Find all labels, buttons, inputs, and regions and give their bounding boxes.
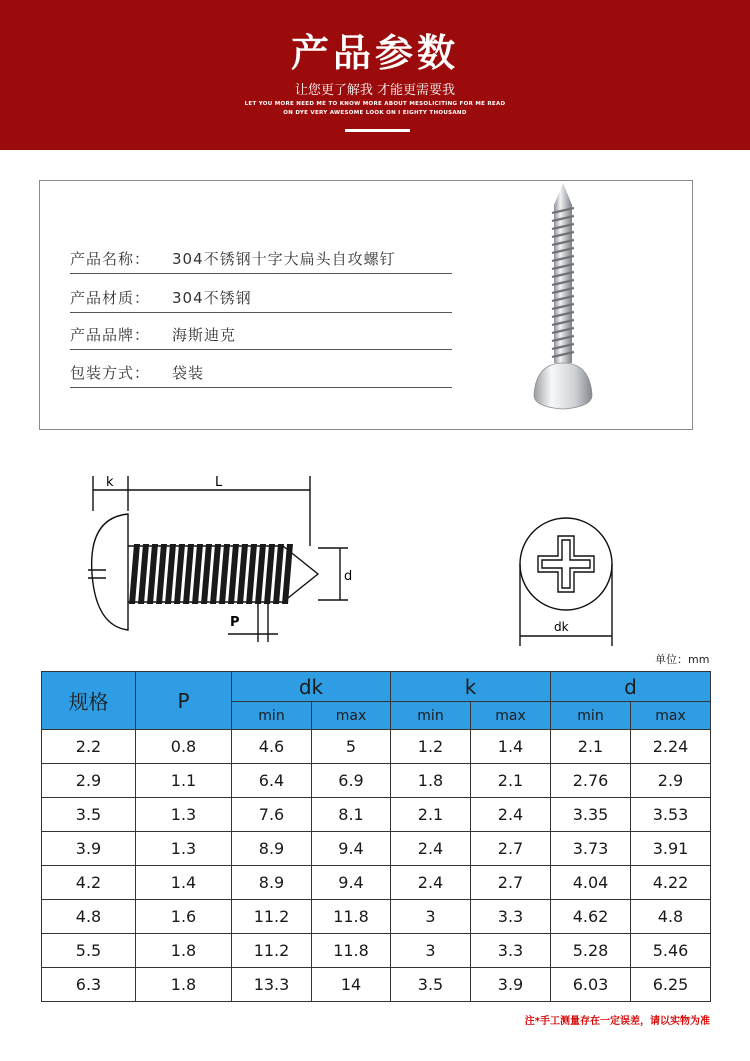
info-label: 产品名称： <box>70 250 151 268</box>
banner-subtitle: 让您更了解我 才能更需要我 <box>294 83 456 98</box>
dim-dk-label: dk <box>554 620 569 634</box>
header-dk: dk <box>232 672 391 702</box>
table-row <box>42 832 711 866</box>
table-cell: 2.24 <box>631 730 711 764</box>
screw-product-image <box>528 183 598 428</box>
table-cell: 5.46 <box>631 934 711 968</box>
table-cell: 2.4 <box>391 832 471 866</box>
info-value: 海斯迪克 <box>172 326 237 344</box>
table-cell: 4.8 <box>42 900 136 934</box>
table-cell: 1.6 <box>136 900 232 934</box>
table-cell: 8.9 <box>232 866 312 900</box>
table-cell: 11.8 <box>312 900 391 934</box>
header-banner <box>0 0 750 150</box>
info-row-packaging <box>70 359 452 388</box>
table-row <box>42 968 711 1002</box>
table-cell: 11.8 <box>312 934 391 968</box>
table-cell: 8.1 <box>312 798 391 832</box>
banner-english-line-1: LET YOU MORE NEED ME TO KNOW MORE ABOUT MESOLICITING FOR ME READ <box>244 101 506 107</box>
table-cell: 2.7 <box>471 832 551 866</box>
table-row <box>42 934 711 968</box>
dim-d-label: d <box>344 569 353 584</box>
screw-top-drawing <box>510 508 620 648</box>
table-cell: 3.53 <box>631 798 711 832</box>
table-cell: 4.8 <box>631 900 711 934</box>
table-cell: 1.2 <box>391 730 471 764</box>
table-cell: 3.5 <box>391 968 471 1002</box>
spec-table-body <box>42 730 711 1002</box>
table-cell: 4.22 <box>631 866 711 900</box>
table-cell: 1.3 <box>136 798 232 832</box>
table-cell: 1.8 <box>136 968 232 1002</box>
table-cell: 2.1 <box>551 730 631 764</box>
table-cell: 1.8 <box>391 764 471 798</box>
table-row <box>42 764 711 798</box>
table-cell: 1.4 <box>136 866 232 900</box>
table-cell: 3 <box>391 934 471 968</box>
table-cell: 3.9 <box>42 832 136 866</box>
info-row-brand <box>70 321 452 350</box>
table-cell: 2.1 <box>391 798 471 832</box>
table-cell: 2.7 <box>471 866 551 900</box>
spec-table <box>41 671 711 1002</box>
banner-divider <box>345 129 410 132</box>
table-cell: 3.3 <box>471 900 551 934</box>
header-min: min <box>551 702 631 730</box>
info-value: 304不锈钢 <box>172 289 252 307</box>
header-min: min <box>232 702 312 730</box>
table-cell: 1.4 <box>471 730 551 764</box>
info-label: 产品材质： <box>70 289 151 307</box>
header-k: k <box>391 672 551 702</box>
header-spec: 规格 <box>42 672 136 730</box>
info-value: 304不锈钢十字大扁头自攻螺钉 <box>172 250 396 268</box>
page-title: 产品参数 <box>290 31 459 75</box>
header-max: max <box>312 702 391 730</box>
table-cell: 0.8 <box>136 730 232 764</box>
table-cell: 11.2 <box>232 934 312 968</box>
table-cell: 7.6 <box>232 798 312 832</box>
table-cell: 1.8 <box>136 934 232 968</box>
dim-k-label: k <box>106 475 114 490</box>
table-cell: 3 <box>391 900 471 934</box>
info-value: 袋装 <box>172 364 205 382</box>
table-cell: 6.03 <box>551 968 631 1002</box>
table-cell: 2.4 <box>391 866 471 900</box>
table-row <box>42 900 711 934</box>
table-row <box>42 866 711 900</box>
table-cell: 11.2 <box>232 900 312 934</box>
info-row-material <box>70 284 452 313</box>
banner-english-line-2: ON DYE VERY AWESOME LOOK ON I EIGHTY THOUSAND <box>283 110 467 116</box>
table-cell: 2.9 <box>42 764 136 798</box>
table-cell: 4.6 <box>232 730 312 764</box>
header-max: max <box>631 702 711 730</box>
info-label: 产品品牌： <box>70 326 151 344</box>
table-cell: 4.04 <box>551 866 631 900</box>
measurement-note: 注*手工测量存在一定误差，请以实物为准 <box>524 1016 710 1027</box>
table-cell: 1.3 <box>136 832 232 866</box>
table-row <box>42 730 711 764</box>
table-cell: 6.25 <box>631 968 711 1002</box>
dim-L-label: L <box>215 475 223 490</box>
table-cell: 9.4 <box>312 866 391 900</box>
info-row-name <box>70 245 452 274</box>
table-cell: 2.9 <box>631 764 711 798</box>
table-cell: 2.4 <box>471 798 551 832</box>
table-cell: 2.76 <box>551 764 631 798</box>
screw-side-drawing <box>78 466 358 646</box>
table-cell: 1.1 <box>136 764 232 798</box>
table-cell: 5.28 <box>551 934 631 968</box>
header-max: max <box>471 702 551 730</box>
table-cell: 6.9 <box>312 764 391 798</box>
table-cell: 3.9 <box>471 968 551 1002</box>
table-cell: 8.9 <box>232 832 312 866</box>
table-cell: 3.5 <box>42 798 136 832</box>
table-cell: 5.5 <box>42 934 136 968</box>
table-cell: 13.3 <box>232 968 312 1002</box>
banner-english-text <box>0 100 750 118</box>
info-label: 包装方式： <box>70 364 151 382</box>
table-row <box>42 798 711 832</box>
dim-P-label: P <box>230 615 240 630</box>
table-cell: 2.1 <box>471 764 551 798</box>
unit-label: 单位：mm <box>655 653 710 666</box>
table-cell: 14 <box>312 968 391 1002</box>
table-cell: 2.2 <box>42 730 136 764</box>
table-cell: 3.35 <box>551 798 631 832</box>
table-cell: 3.91 <box>631 832 711 866</box>
table-cell: 3.3 <box>471 934 551 968</box>
table-cell: 4.62 <box>551 900 631 934</box>
header-d: d <box>551 672 711 702</box>
header-min: min <box>391 702 471 730</box>
table-cell: 6.4 <box>232 764 312 798</box>
header-p: P <box>136 672 232 730</box>
table-cell: 4.2 <box>42 866 136 900</box>
table-cell: 5 <box>312 730 391 764</box>
table-cell: 9.4 <box>312 832 391 866</box>
table-cell: 3.73 <box>551 832 631 866</box>
table-cell: 6.3 <box>42 968 136 1002</box>
product-info-box <box>39 180 693 430</box>
